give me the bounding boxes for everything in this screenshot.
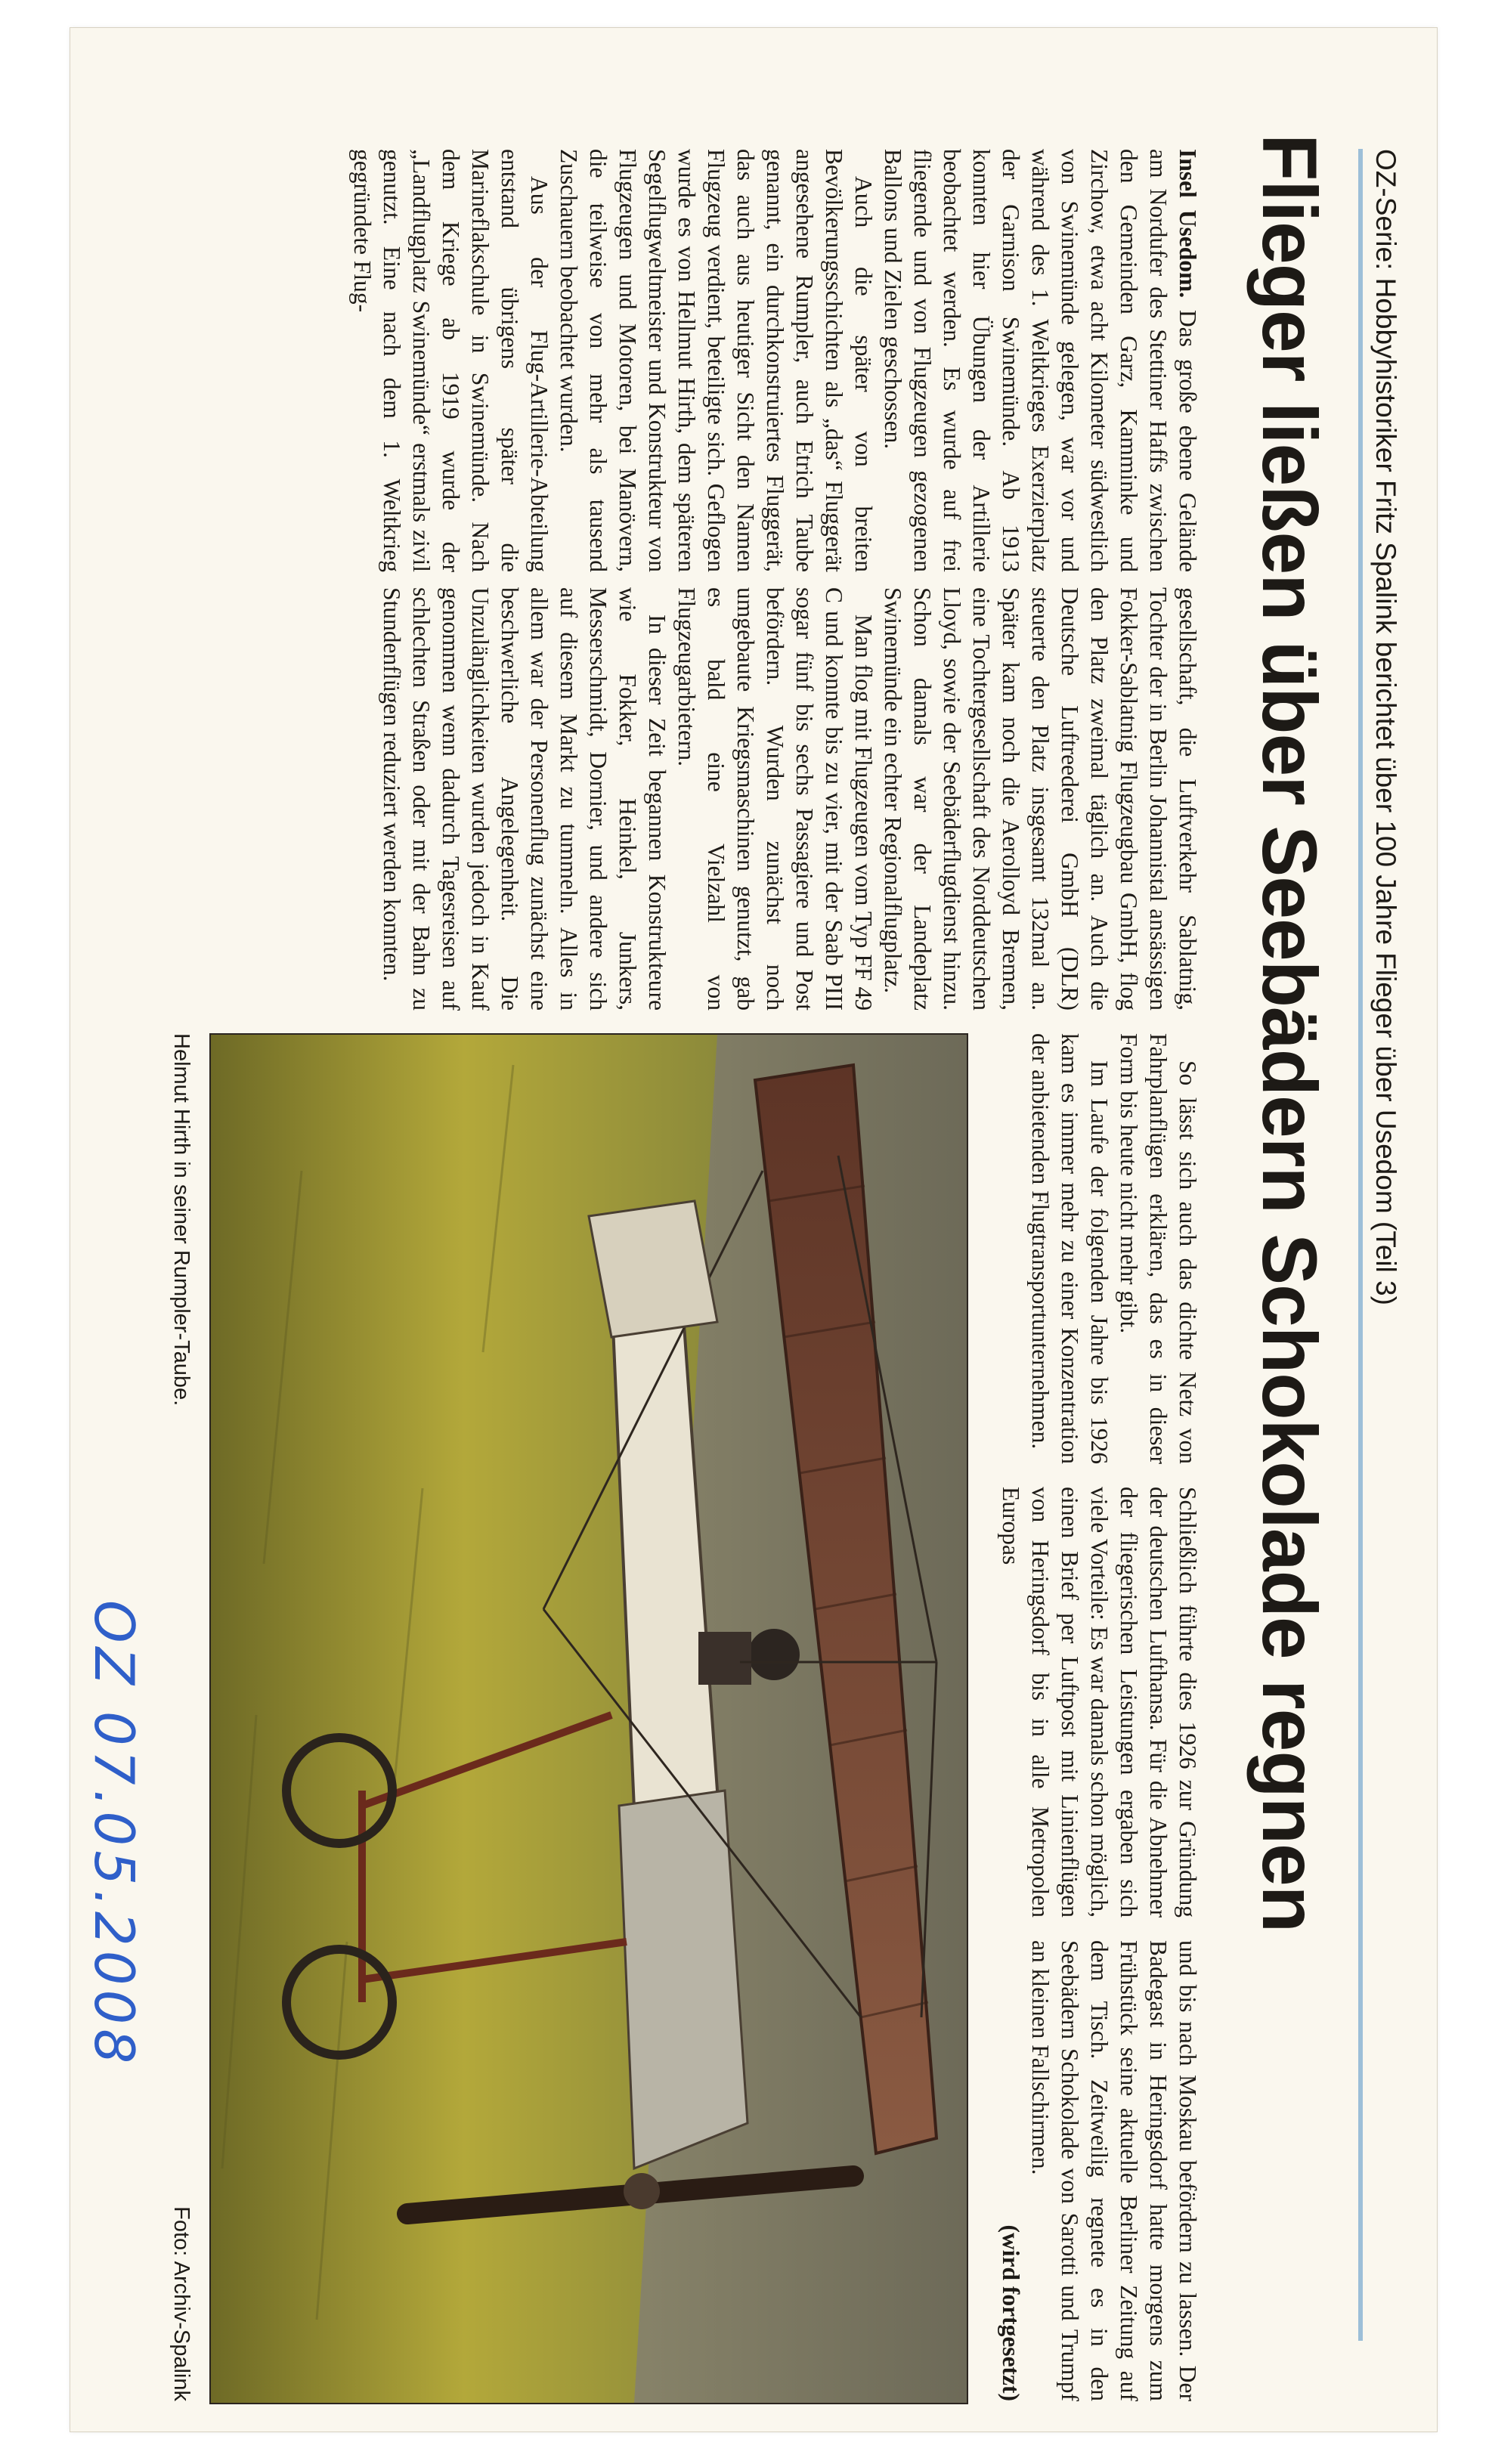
paragraph: und bis nach Moskau befördern zu lassen. Der Badegast in Heringsdorf hatte morgens zum Frühstück seine aktuelle Berliner Zeitung auf dem Tisch. Zeitweilig regnete es in den Seebädern Schokolade von Sarotti und Trumpf an kleinen Fallschirmen.: [1027, 1940, 1201, 2401]
article-column-3: [983, 1033, 1203, 1464]
photo-caption: Helmut Hirth in seiner Rumpler-Taube.: [169, 1033, 193, 1407]
paragraph: Im Laufe der folgenden Jahre bis 1926 kam es immer mehr zu einer Konzentration der anbietenden Flugtransportunternehmen.: [1027, 1033, 1113, 1464]
paragraph: In dieser Zeit begannen Konstrukteure wie Fokker, Heinkel, Junkers, Messerschmidt, Dornier, und andere sich auf diesem Markt zu tummeln. Alles in allem war der Personenflug zunächst eine beschwerliche Angelegenheit. Die Unzulänglichkeiten wurden jedoch in Kauf genommen wenn dadurch Tagesreisen auf schlechten Straßen oder mit der Bahn zu Stundenflügen reduziert werden konnten.: [379, 587, 670, 1011]
pilot-body: [698, 1632, 751, 1685]
paragraph: gesellschaft, die Luftverkehr Sablatnig, Tochter der in Berlin Johannistal ansässigen Fokker-Sablatnig Flugzeugbau GmbH, flog den Platz zweimal täglich an. Auch die Deutsche Luftreederei GmbH (DLR) steuerte den Platz insgesamt 132mal an. Später kam noch die Aerolloyd Bremen, eine Tochtergesellschaft des Norddeutschen Lloyd, sowie der Seebäderflugdienst hinzu. Schon damals war der Landeplatz Swinemünde ein echter Regionalflugplatz.: [880, 587, 1201, 1011]
article-column-4: [983, 1487, 1203, 1918]
tail: [589, 1201, 717, 1337]
newspaper-clipping: [70, 27, 1438, 2432]
to-be-continued: (wird fortgesetzt): [998, 2224, 1024, 2401]
paragraph: Aus der Flug-Artillerie-Abteilung entstand übrigens später die Marineflakschule in Swinemünde. Nach dem Kriege ab 1919 wurde der „Landflugplatz Swinemünde“ erstmals zivil genutzt. Eine nach dem 1. Weltkrieg gegründete Flug-: [349, 149, 553, 572]
paragraph: So lässt sich auch das dichte Netz von Fahrplanflügen erklären, das es in dieser Form bis heute nicht mehr gibt.: [1116, 1033, 1201, 1464]
photo-illustration: [211, 1035, 967, 2403]
photo-credit: Foto: Archiv-Spalink: [169, 2206, 193, 2401]
headline: Flieger ließen über Seebädern Schokolade regnen: [1246, 134, 1333, 1933]
article-column-2: [167, 587, 1203, 1011]
paragraph: Auch die später von breiten Bevölkerungsschichten als „das“ Fluggerät angesehene Rumpler, auch Etrich Taube genannt, ein durchkonstruiertes Fluggerät, das auch aus heutiger Sicht den Namen Flugzeug verdient, beteiligte sich. Geflogen wurde es von Hellmut Hirth, dem späteren Segelflugweltmeister und Konstrukteur von Flugzeugen und Motoren, bei Manövern, die teilweise von mehr als tausend Zuschauern beobachtet wurden.: [556, 149, 877, 572]
handwritten-date: OZ 07.05.2008: [82, 1600, 146, 2069]
article-column-5: [976, 1940, 1203, 2401]
rotated-article: [70, 28, 1437, 2431]
paragraph: Man flog mit Flugzeugen vom Typ FF 49 C und konnte bis zu vier, mit der Saab PIII sogar fünf bis sechs Passagiere und Post befördern. Wurden zunächst noch umgebaute Kriegsmaschinen genutzt, gab es bald eine Vielzahl von Flugzeugarbietern.: [673, 587, 877, 1011]
paragraph: Schließlich führte dies 1926 zur Gründung der deutschen Lufthansa. Für die Abnehmer der fliegerischen Leistungen ergaben sich viele Vorteile: Es war damals schon möglich, einen Brief per Luftpost mit Linienflügen von Heringsdorf bis in alle Metropolen Europas: [998, 1487, 1201, 1918]
dateline: Insel Usedom.: [1175, 149, 1201, 299]
pilot-head: [748, 1629, 800, 1680]
paragraph: [878, 149, 1203, 572]
monoplane-photo: [209, 1033, 968, 2404]
article-column-1: [167, 149, 1203, 572]
series-line: OZ-Serie: Hobbyhistoriker Fritz Spalink berichtet über 100 Jahre Flieger über Usedom (Teil 3): [1370, 149, 1401, 1305]
series-rule: [1358, 149, 1363, 2341]
paragraph-text: Das große ebene Gelände am Nordufer des Stettiner Haffs zwischen den Gemeinden Garz, Kamminke und Zirchow, etwa acht Kilometer südwestlich von Swinemünde gelegen, war vor und während des 1. Weltkrieges Exerzierplatz der Garnison Swinemünde. Ab 1913 konnten hier Übungen der Artillerie beobachtet werden. Es wurde auf frei fliegende und von Flugzeugen gezogenen Ballons und Zielen geschossen.: [880, 149, 1201, 572]
